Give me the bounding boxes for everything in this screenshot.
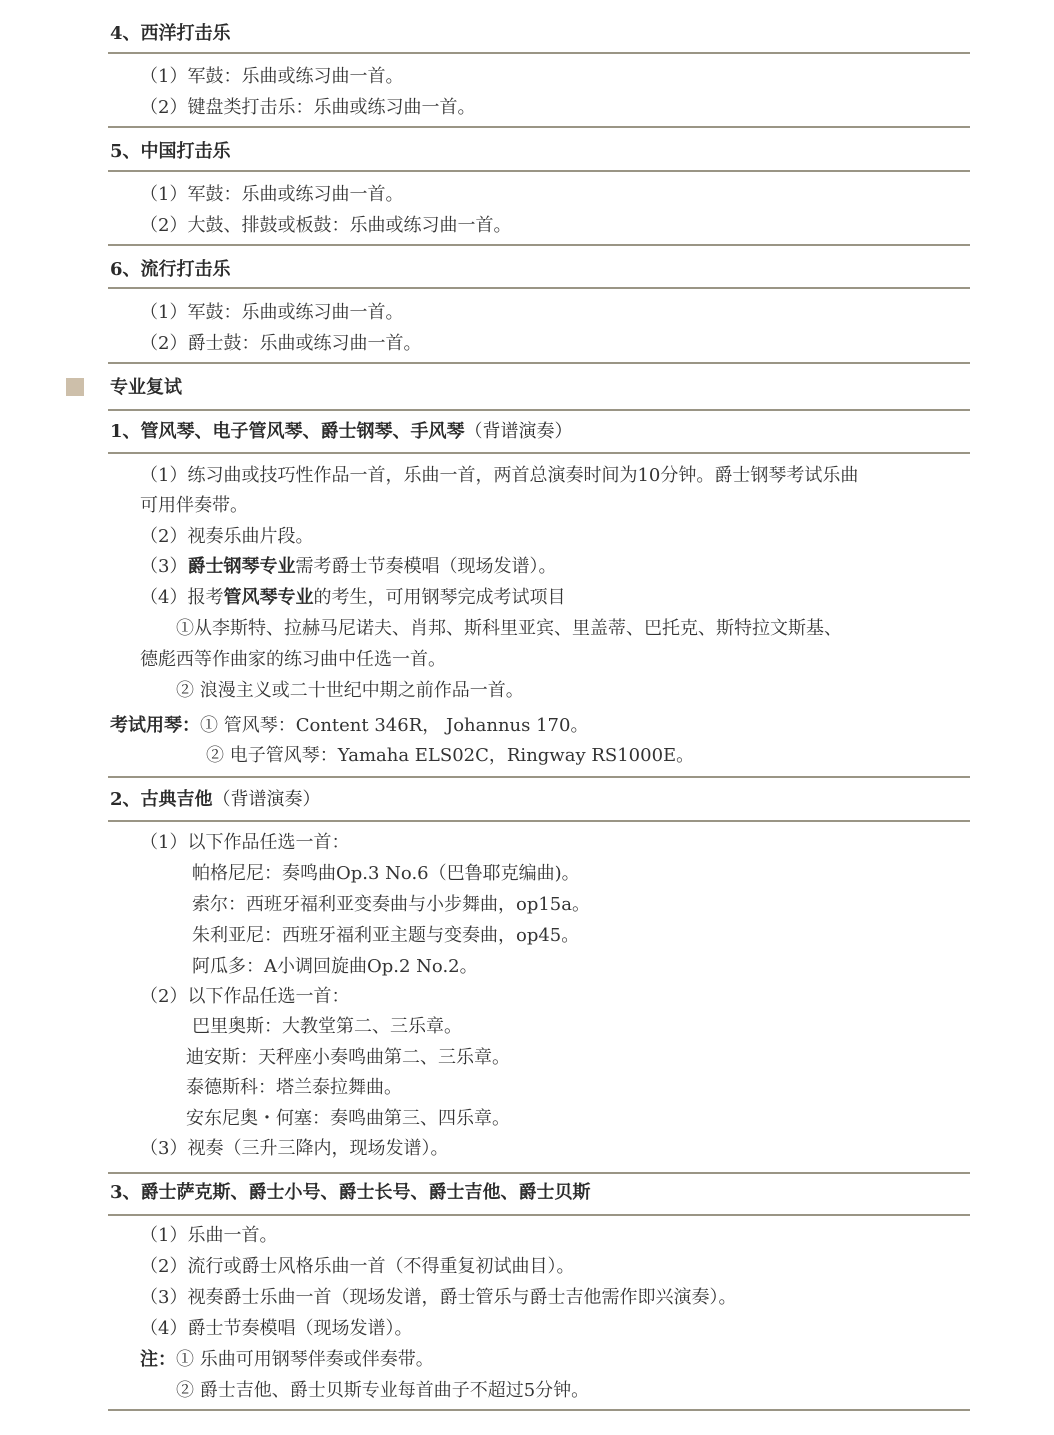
list-item-number: （4）报考 [140,587,224,608]
section-title-major-retest: 专业复试 [110,377,182,398]
divider [108,1409,970,1411]
work-item: 帕格尼尼：奏鸣曲Op.3 No.6（巴鲁耶克编曲)。 [192,863,580,884]
subsection-title-note: （背谱演奏） [212,789,321,810]
divider [108,170,970,172]
divider [108,409,970,411]
note-line [140,1346,434,1374]
subsection-title-note: （背谱演奏） [464,421,573,442]
list-item: （4）爵士节奏模唱（现场发谱）。 [140,1318,413,1339]
divider [108,776,970,778]
subsection-title-text: 1、管风琴、电子管风琴、爵士钢琴、手风琴 [110,421,465,442]
list-item: （1）练习曲或技巧性作品一首，乐曲一首，两首总演奏时间为10分钟。爵士钢琴考试乐曲 [140,465,859,486]
divider [108,1214,970,1216]
section-title-pop-percussion: 6、流行打击乐 [110,259,231,280]
list-item: （2）爵士鼓：乐曲或练习曲一首。 [140,333,422,354]
divider [108,362,970,364]
section-marker-square [66,378,84,396]
note-item: ② 爵士吉他、爵士贝斯专业每首曲子不超过5分钟。 [176,1380,590,1401]
work-item: 安东尼奥・何塞：奏鸣曲第三、四乐章。 [186,1108,510,1129]
divider [108,126,970,128]
subsection-title-text: 2、古典吉他 [110,789,213,810]
exam-instrument-line [110,712,588,740]
list-item: （2）以下作品任选一首： [140,986,350,1007]
list-item: （3）视奏（三升三降内，现场发谱）。 [140,1138,449,1159]
divider [108,452,970,454]
divider [108,287,970,289]
divider [108,244,970,246]
list-item: （2）大鼓、排鼓或板鼓：乐曲或练习曲一首。 [140,215,512,236]
list-item: （1）军鼓：乐曲或练习曲一首。 [140,184,404,205]
list-item-text: 的考生，可用钢琴完成考试项目 [313,587,566,608]
divider [108,1172,970,1174]
sub-list-item-continuation: 德彪西等作曲家的练习曲中任选一首。 [140,649,446,670]
note-item: ① 乐曲可用钢琴伴奏或伴奏带。 [176,1349,434,1370]
exam-instrument-electronic-organ: ② 电子管风琴：Yamaha ELS02C，Ringway RS1000E。 [206,745,695,766]
list-item: （2）流行或爵士风格乐曲一首（不得重复初试曲目）。 [140,1256,575,1277]
list-item-emphasis: 管风琴专业 [223,587,314,608]
divider [108,52,970,54]
list-item-text: 需考爵士节奏模唱（现场发谱）。 [295,556,557,577]
note-label: 注： [140,1349,176,1370]
list-item [140,553,556,581]
exam-instrument-label: 考试用琴： [110,715,200,736]
work-item: 巴里奥斯：大教堂第二、三乐章。 [192,1016,462,1037]
list-item: （1）乐曲一首。 [140,1225,278,1246]
exam-instrument-organ: ① 管风琴：Content 346R， Johannus 170。 [200,715,589,736]
divider [108,820,970,822]
list-item: （2）视奏乐曲片段。 [140,526,314,547]
list-item: （1）军鼓：乐曲或练习曲一首。 [140,66,404,87]
list-item [140,584,565,612]
list-item: （3）视奏爵士乐曲一首（现场发谱，爵士管乐与爵士吉他需作即兴演奏）。 [140,1287,737,1308]
subsection-title-organ-piano [110,418,573,446]
work-item: 索尔：西班牙福利亚变奏曲与小步舞曲，op15a。 [192,894,590,915]
sub-list-item: ①从李斯特、拉赫马尼诺夫、肖邦、斯科里亚宾、里盖蒂、巴托克、斯特拉文斯基、 [176,618,842,639]
work-item: 泰德斯科：塔兰泰拉舞曲。 [186,1077,402,1098]
list-item-emphasis: 爵士钢琴专业 [187,556,296,577]
work-item: 阿瓜多：A小调回旋曲Op.2 No.2。 [192,956,478,977]
subsection-title-classical-guitar [110,786,321,814]
list-item-continuation: 可用伴奏带。 [140,495,248,516]
section-title-chinese-percussion: 5、中国打击乐 [110,141,231,162]
list-item: （1）军鼓：乐曲或练习曲一首。 [140,302,404,323]
work-item: 迪安斯：天秤座小奏鸣曲第二、三乐章。 [186,1047,510,1068]
list-item: （1）以下作品任选一首： [140,832,350,853]
sub-list-item: ② 浪漫主义或二十世纪中期之前作品一首。 [176,680,524,701]
work-item: 朱利亚尼：西班牙福利亚主题与变奏曲，op45。 [192,925,580,946]
section-title-western-percussion: 4、西洋打击乐 [110,23,231,44]
list-item: （2）键盘类打击乐：乐曲或练习曲一首。 [140,97,476,118]
list-item-number: （3） [140,556,188,577]
subsection-title-jazz-instruments: 3、爵士萨克斯、爵士小号、爵士长号、爵士吉他、爵士贝斯 [110,1182,591,1203]
